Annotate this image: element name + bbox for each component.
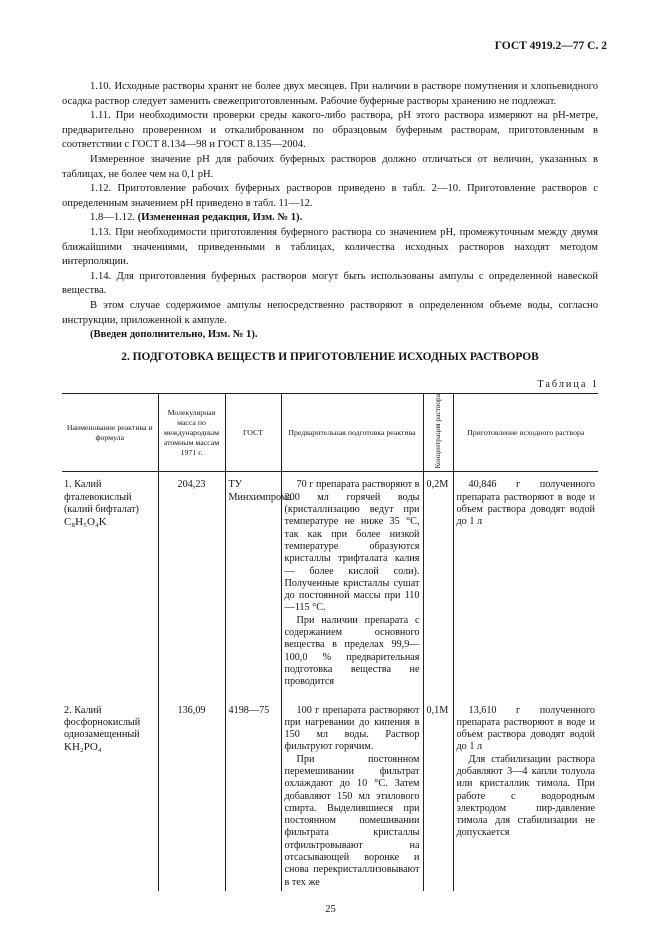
reagent-formula: C₈H₅O₄K <box>64 516 107 529</box>
solution-paragraph: 13,610 г полученного препарата растворяют в воде и объем раствора доводят водой до 1 л <box>456 704 595 753</box>
reagent-cell <box>62 691 158 891</box>
paragraph: 1.11. При необходимости проверки среды какого-либо раствора, pH этого раствора измеряют на pH-метре, предварительно проверенном и откалиброванном по образцовым буферным растворам, приготовленным в соответствии с ГОСТ 8.134—98 и ГОСТ 8.135—2004. <box>62 110 598 151</box>
table-caption: Таблица 1 <box>537 379 599 390</box>
section-title: 2. ПОДГОТОВКА ВЕЩЕСТВ И ПРИГОТОВЛЕНИЕ ИСХОДНЫХ РАСТВОРОВ <box>121 351 539 363</box>
reagents-table <box>62 393 598 891</box>
prep-cell <box>281 691 423 891</box>
paragraph: 1.14. Для приготовления буферных растворов могут быть использованы ампулы с определенной навеской вещества. <box>62 270 598 297</box>
prep-paragraph: При наличии препарата с содержанием основного вещества в пределах 99,9—100,0 % предварительная подготовка вещества не проводится <box>284 614 420 688</box>
concentration-cell: 0,2М <box>423 472 453 691</box>
mass-cell: 204,23 <box>158 472 225 691</box>
prep-paragraph: 100 г препарата растворяют при нагревании до кипения в 150 мл воды. Раствор фильтруют горячим. <box>284 704 420 753</box>
table-header-row <box>62 394 598 472</box>
concentration-cell: 0,1М <box>423 691 453 891</box>
paragraph: Измеренное значение pH для рабочих буферных растворов должно отличаться от величин, указанных в таблицах, не более чем на 0,1 pH. <box>62 153 598 180</box>
reagent-name: 1. Калий фталевокислый (калий бифталат) <box>64 479 139 516</box>
paragraph: 1.12. Приготовление рабочих буферных растворов приведено в табл. 2—10. Приготовление растворов с определенным значением pH приведено в табл. 11—12. <box>62 183 598 209</box>
solution-cell <box>453 691 598 891</box>
column-header-text: Концентрация раствора <box>432 394 442 469</box>
prep-paragraph: При постоянном перемешивании фильтрат охлаждают до 10 °С. Затем добавляют 150 мл этилового спирта. Выделившиеся при постоянном помешивании фильтрата кристаллы отфильтровывают на отсасывающей воронке и снова перекристаллизовывают в тех же <box>284 753 420 888</box>
column-header: ГОСТ <box>225 394 281 472</box>
reagent-cell <box>62 472 158 691</box>
amendment-note <box>62 328 598 343</box>
amendment-bold: (Измененная редакция, Изм. № 1). <box>137 212 303 224</box>
amendment-prefix: 1.8—1.12. <box>90 212 138 224</box>
paragraph: 1.13. При необходимости приготовления буферного раствора со значением pH, промежуточным между двумя ближайшими значениями, приведенными в таблицах, количества исходных растворов находят методом интерполяции. <box>62 226 598 268</box>
prep-cell <box>281 472 423 691</box>
table-row <box>62 691 598 891</box>
column-header: Приготовление исходного раствора <box>453 394 598 472</box>
gost-cell: ТУ Минхимпрома <box>225 472 281 691</box>
solution-cell <box>453 472 598 691</box>
column-header: Молекулярная масса по международным атомным массам 1971 г. <box>158 394 225 472</box>
body-text <box>62 80 598 343</box>
amendment-bold: (Введен дополнительно, Изм. № 1). <box>90 329 258 341</box>
reagent-name: 2. Калий фосфорнокислый однозамещенный <box>64 704 141 741</box>
reagent-formula: KH₂PO₄ <box>64 741 102 754</box>
amendment-note <box>62 211 598 226</box>
page-header: ГОСТ 4919.2—77 С. 2 <box>494 40 607 52</box>
paragraph: 1.10. Исходные растворы хранят не более двух месяцев. При наличии в растворе помутнения и хлопьевидного осадка раствор следует заменить свежеприготовленным. Рабочие буферные растворы хранению не подлежат. <box>62 81 598 107</box>
solution-paragraph: 40,846 г полученного препарата растворяют в воде и объем раствора доводят водой до 1 л <box>456 479 595 528</box>
page-number: 25 <box>325 904 336 915</box>
prep-paragraph: 70 г препарата растворяют в 200 мл горячей воды (кристаллизацию ведут при температуре не ниже 35 °С, так как при более низкой температуре образуются кристаллы трифталата калия — более кислой соли). Полученные кристаллы сушат до постоянной массы при 110—115 °С. <box>284 479 420 614</box>
column-header: Предварительная подготовка реактива <box>281 394 423 472</box>
column-header: Наименование реактива и формула <box>62 394 158 472</box>
gost-cell: 4198—75 <box>225 691 281 891</box>
table-row <box>62 472 598 691</box>
solution-paragraph: Для стабилизации раствора добавляют 3—4 капли толуола или кристаллик тимола. При работе с водородным электродом пир-давление тимола для стабилизации не допускается <box>456 753 595 839</box>
mass-cell: 136,09 <box>158 691 225 891</box>
paragraph: В этом случае содержимое ампулы непосредственно растворяют в определенном объеме воды, согласно инструкции, приложенной к ампуле. <box>62 299 598 326</box>
column-header-vertical <box>423 394 453 472</box>
